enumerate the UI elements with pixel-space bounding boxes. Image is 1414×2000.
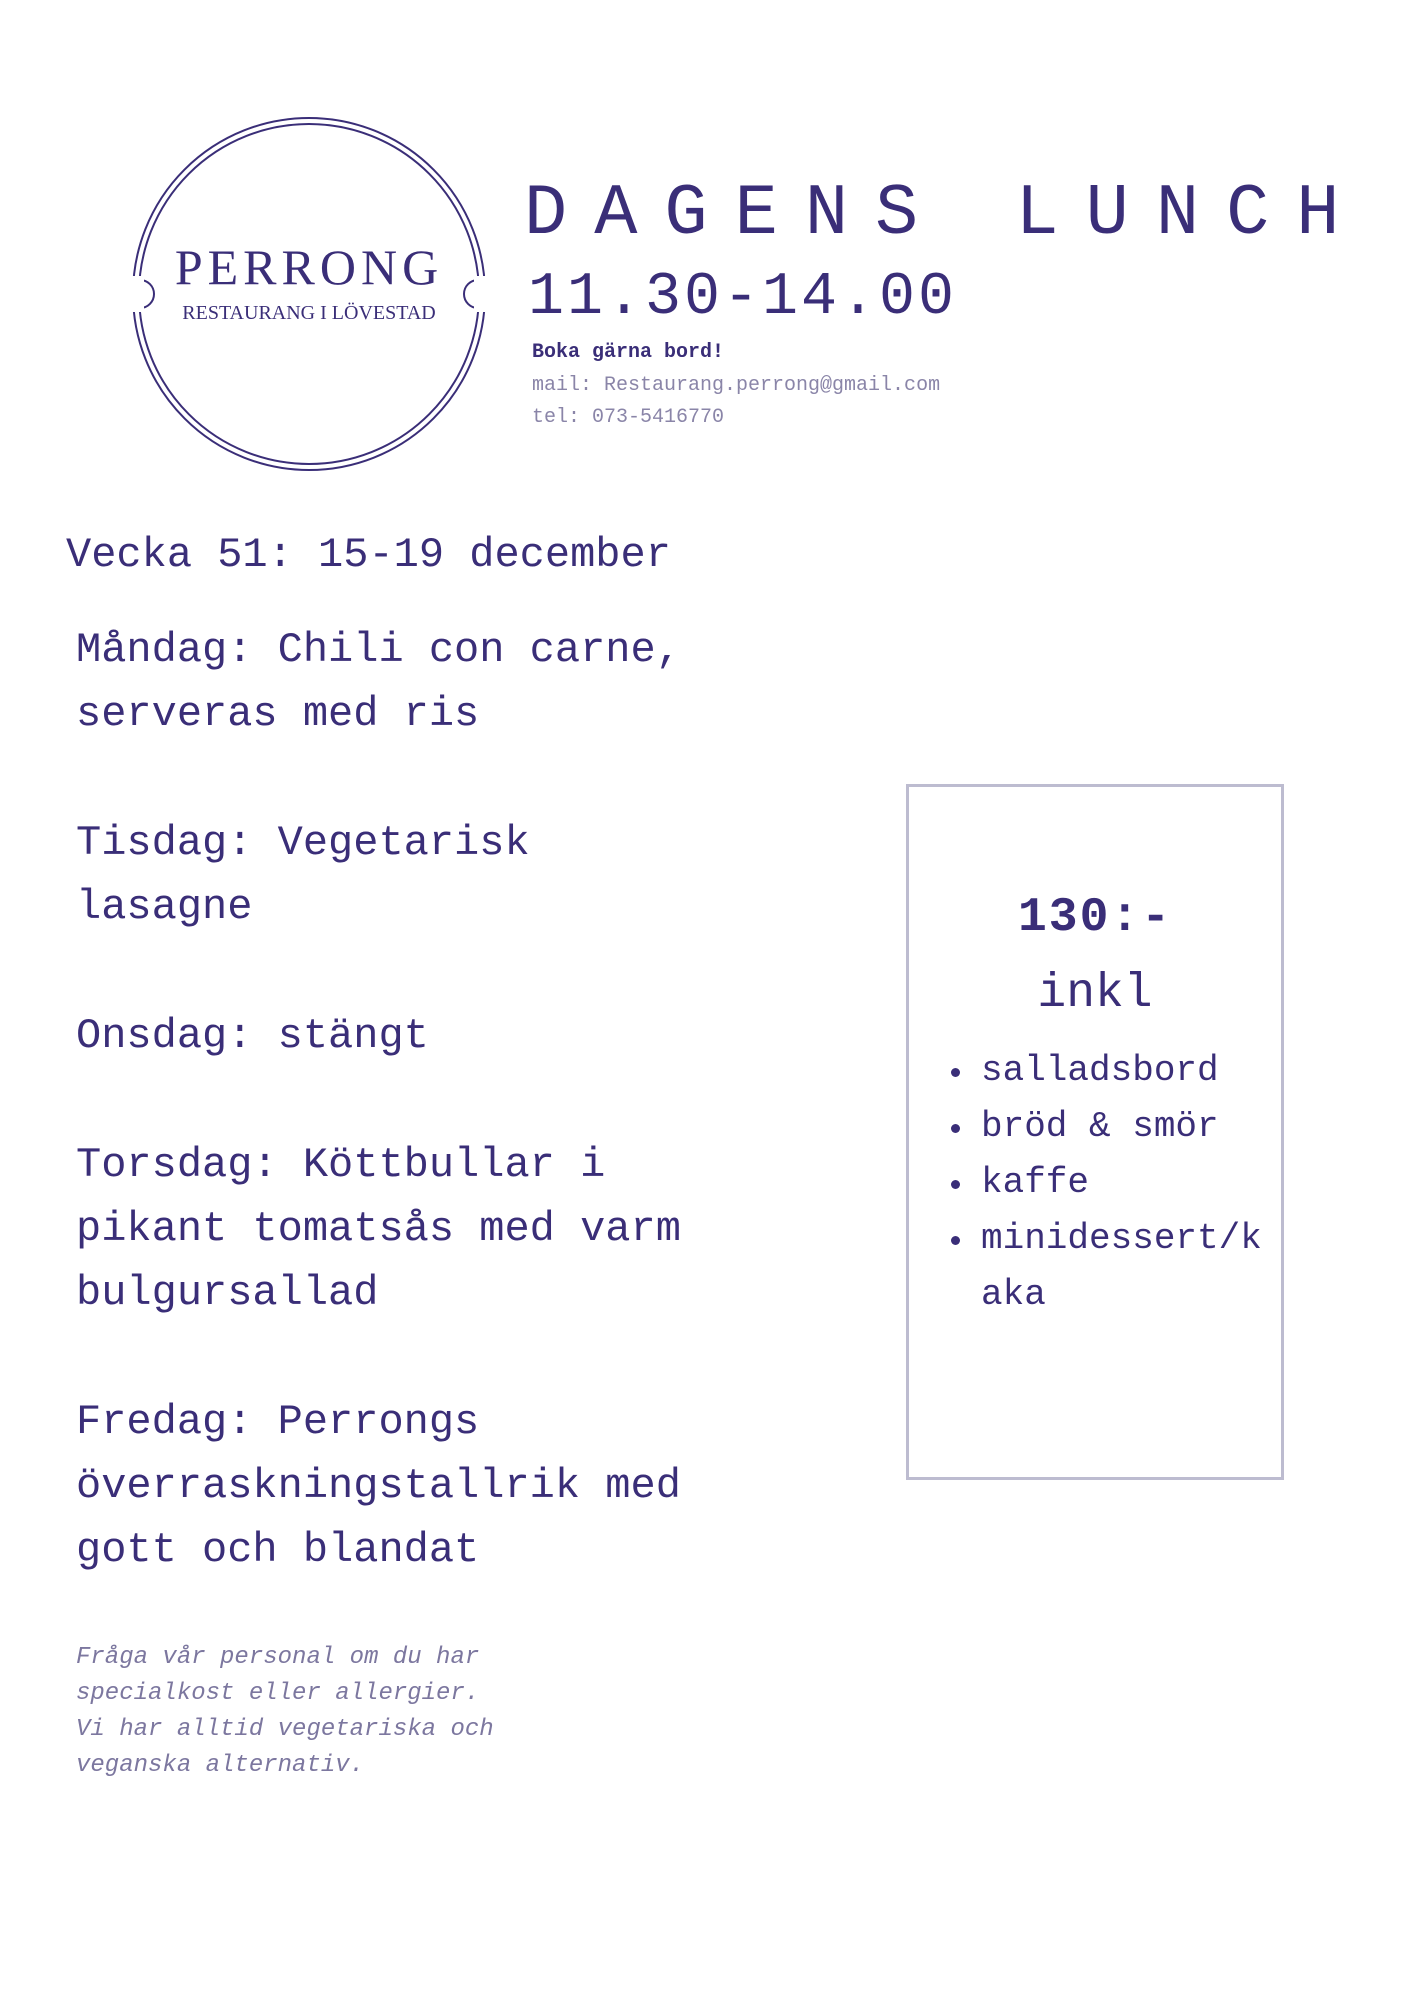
restaurant-logo — [128, 116, 490, 472]
contact-mail: mail: Restaurang.perrong@gmail.com — [532, 374, 941, 397]
menu-thursday: Torsdag: Köttbullar i pikant tomatsås med varm bulgursallad — [76, 1141, 681, 1317]
included-item: kaffe — [947, 1155, 1271, 1211]
price-box — [906, 784, 1284, 1480]
logo-emblem — [128, 116, 490, 472]
booking-text: Boka gärna bord! — [532, 341, 725, 364]
menu-tuesday: Tisdag: Vegetarisk lasagne — [76, 819, 530, 931]
opening-hours: 11.30-14.00 — [528, 264, 958, 332]
menu-monday: Måndag: Chili con carne, serveras med ris — [76, 626, 681, 738]
week-heading: Vecka 51: 15-19 december — [66, 531, 671, 579]
included-list — [947, 1043, 1271, 1323]
logo-subtitle: RESTAURANG I LÖVESTAD — [182, 302, 436, 324]
menu-friday: Fredag: Perrongs överraskningstallrik med gott och blandat — [76, 1398, 681, 1574]
logo-name: PERRONG — [174, 239, 444, 295]
allergy-note: Fråga vår personal om du har specialkost eller allergier. Vi har alltid vegetariska och veganska alternativ. — [76, 1644, 494, 1779]
weekly-menu — [76, 618, 796, 1647]
price: 130:- — [1017, 891, 1173, 945]
included-item: salladsbord — [947, 1043, 1271, 1099]
included-item: bröd & smör — [947, 1099, 1271, 1155]
menu-wednesday: Onsdag: stängt — [76, 1012, 429, 1060]
included-label: inkl — [1037, 967, 1153, 1021]
page-title: DAGENS LUNCH — [524, 173, 1367, 255]
contact-tel: tel: 073-5416770 — [532, 406, 725, 429]
included-item: minidessert/kaka — [947, 1211, 1271, 1323]
